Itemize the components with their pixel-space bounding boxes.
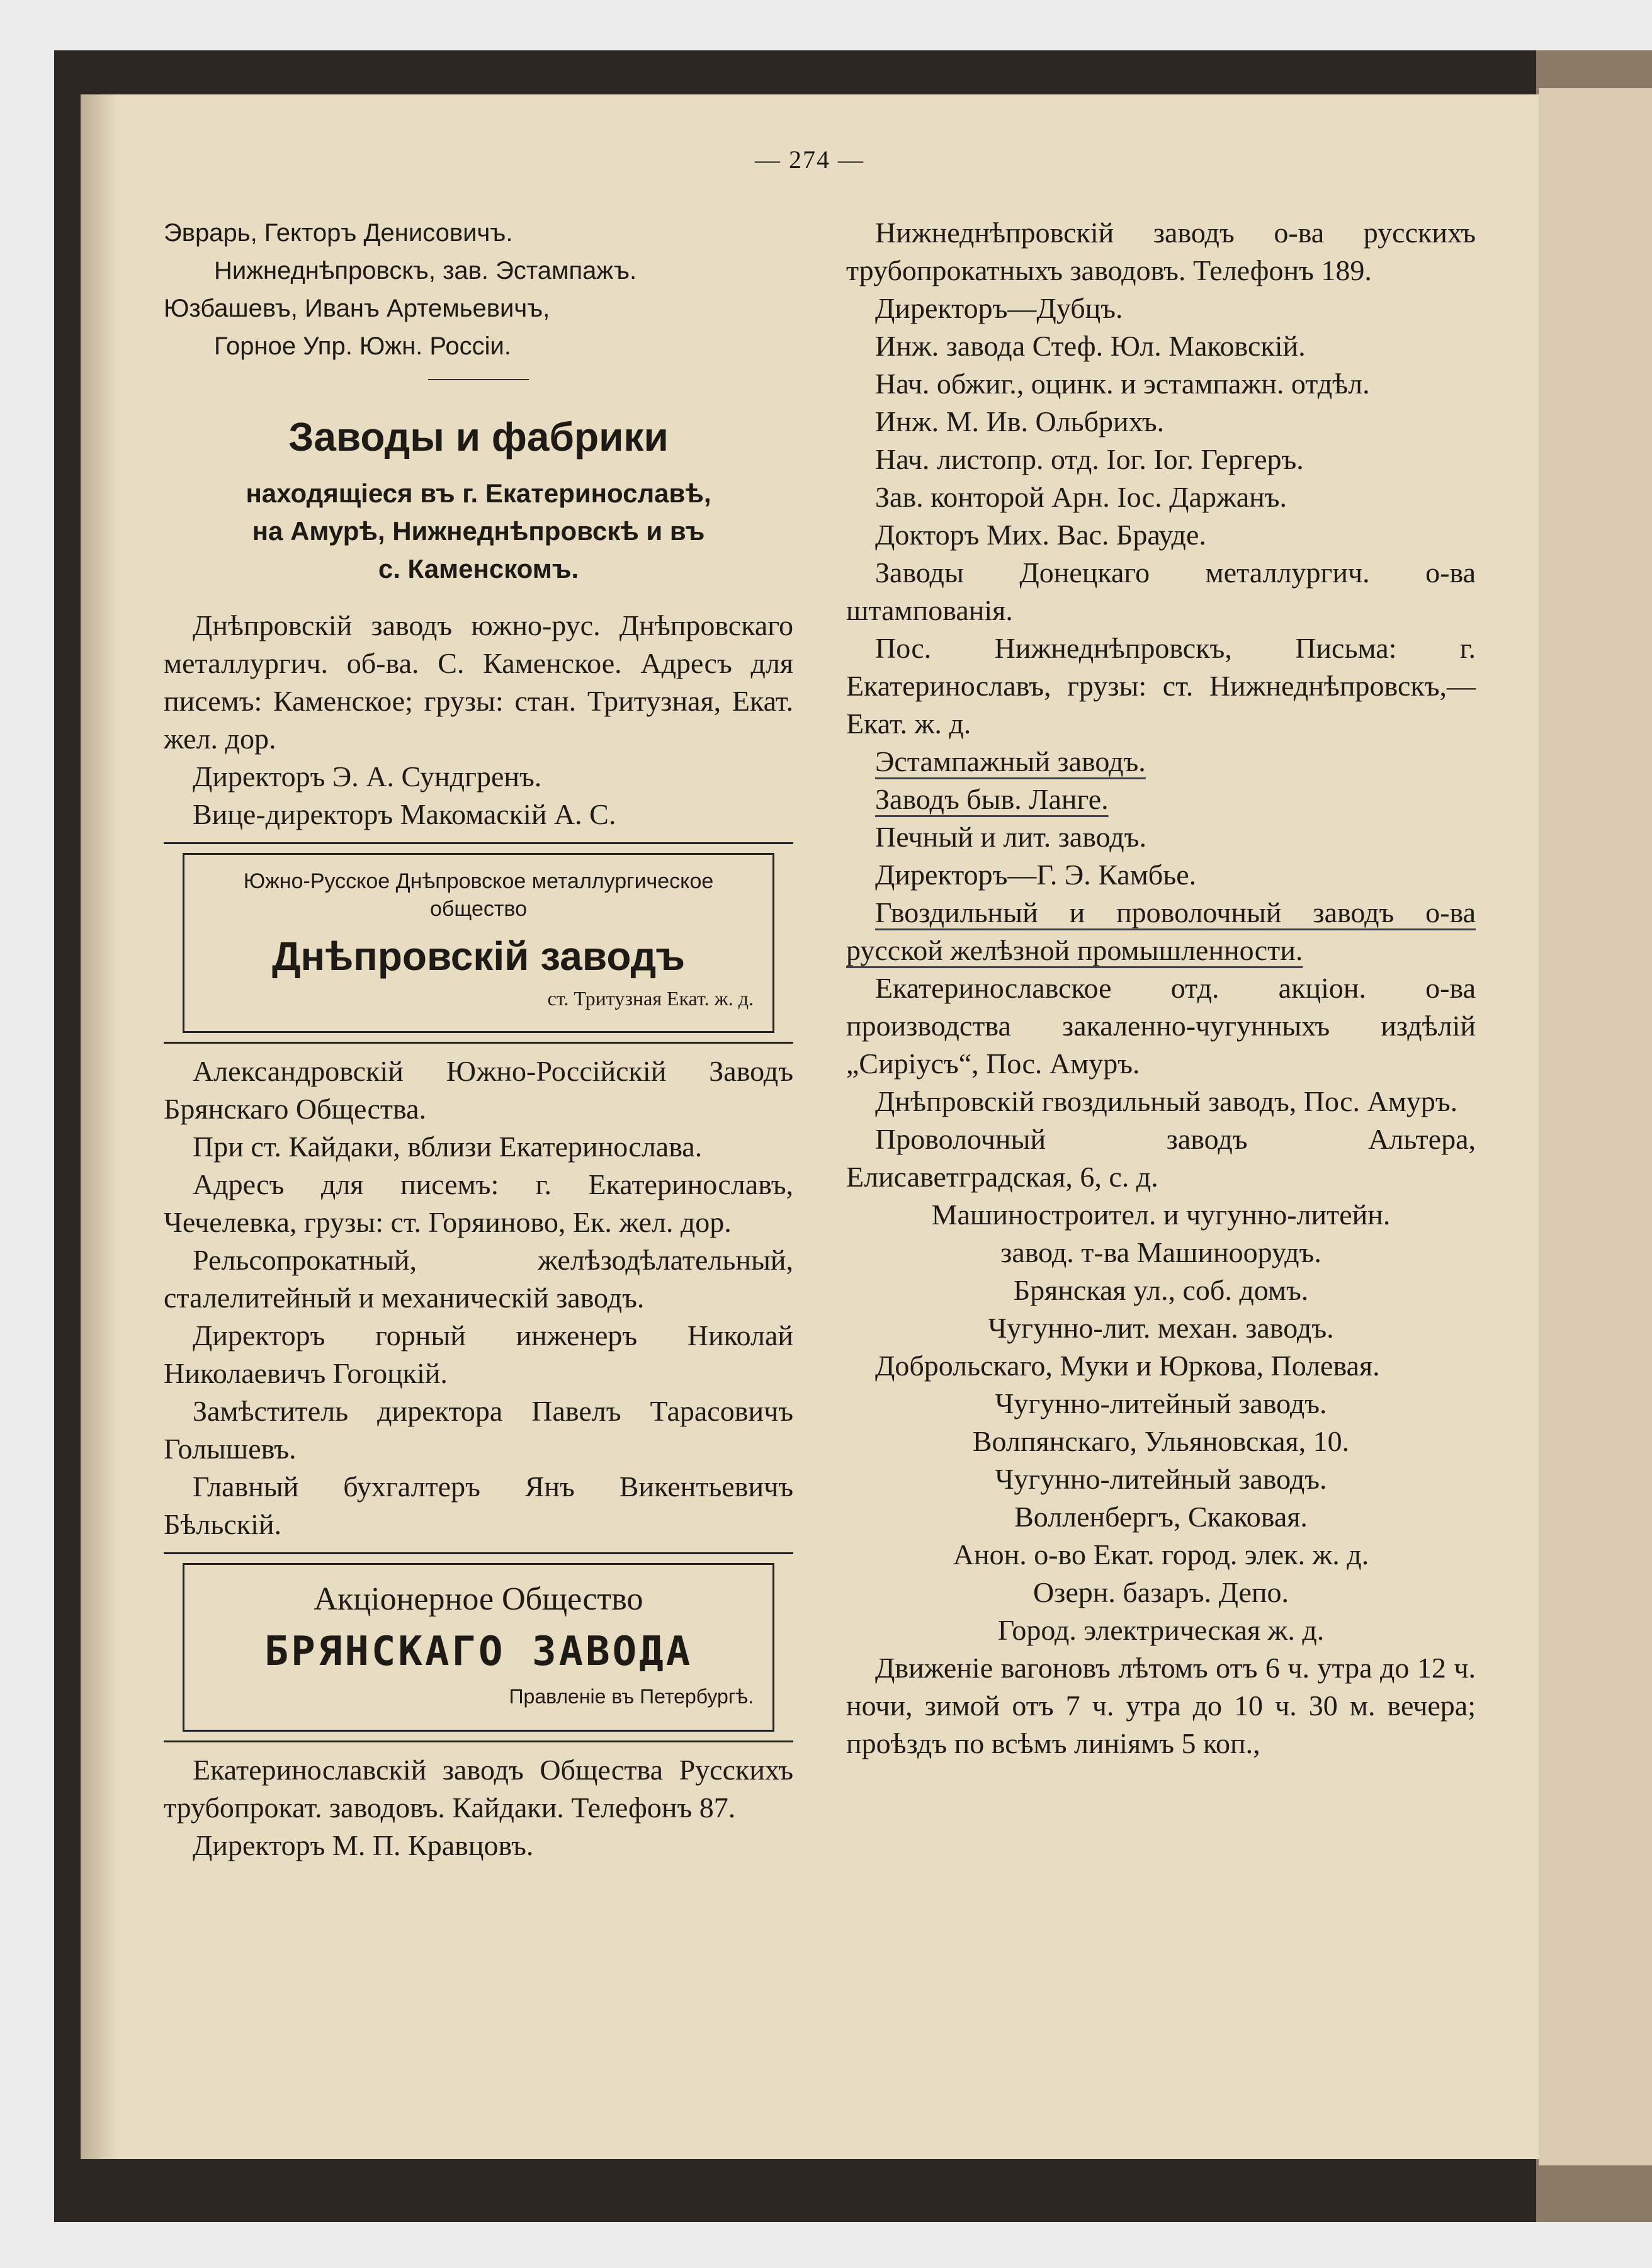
paragraph [846, 781, 1476, 818]
short-divider [428, 379, 529, 380]
underlined-text: Заводъ быв. Ланге. [875, 783, 1109, 815]
paragraph: Адресъ для писемъ: г. Екатеринославъ, Чечелевка, грузы: ст. Горяиново, Ек. жел. дор. [164, 1168, 793, 1238]
paragraph: Александровскій Южно-Россійскій Заводъ Брянскаго Общества. [164, 1055, 793, 1125]
next-page-strip [1539, 88, 1652, 2165]
ad-company-type: Акціонерное Общество [314, 1581, 643, 1617]
divider [164, 1042, 793, 1044]
centered-line: Волленбергъ, Скаковая. [1014, 1501, 1308, 1533]
centered-line: Анон. о-во Екат. город. элек. ж. д. [953, 1538, 1369, 1571]
paragraph: Движеніе вагоновъ лѣтомъ отъ 6 ч. утра до 12 ч. ночи, зимой отъ 7 ч. утра до 10 ч. 30 м. вечера; проѣздъ по всѣмъ линіямъ 5 коп., [846, 1652, 1476, 1759]
paragraph: Инж. М. Ив. Ольбрихъ. [875, 405, 1165, 437]
paragraph: Пос. Нижнеднѣпровскъ, Письма: г. Екатеринославъ, грузы: ст. Нижнеднѣпровскъ,—Екат. ж. д. [846, 632, 1476, 740]
paragraph: Директоръ М. П. Кравцовъ. [193, 1829, 534, 1861]
paragraph: Директоръ—Г. Э. Камбье. [875, 859, 1197, 891]
ad-headline: БРЯНСКАГО ЗАВОДА [264, 1628, 693, 1675]
entry-line: Юзбашевъ, Иванъ Артемьевичъ, [164, 295, 550, 322]
paragraph: Екатеринославскій заводъ Общества Русскихъ трубопрокат. заводовъ. Кайдаки. Телефонъ 87. [164, 1754, 793, 1824]
section-subtitle-line: на Амурѣ, Нижнеднѣпровскѣ и въ [252, 516, 705, 546]
entry-line: Эврарь, Гекторъ Денисовичъ. [164, 219, 513, 247]
centered-line: завод. т-ва Машиноорудъ. [1000, 1236, 1321, 1268]
section-subtitle [164, 475, 793, 588]
paragraph: Заводы Донецкаго металлургич. о-ва штампованія. [846, 556, 1476, 626]
advertisement-bryansk [183, 1563, 774, 1732]
ad-address: ст. Тритузная Екат. ж. д. [547, 987, 754, 1010]
centered-line: Чугунно-лит. механ. заводъ. [988, 1312, 1334, 1344]
paragraph [846, 743, 1476, 781]
underlined-text: Гвоздильный и проволочный заводъ о-ва русской желѣзной промышленности. [846, 896, 1476, 966]
paragraph: Директоръ горный инженеръ Николай Николаевичъ Гогоцкій. [164, 1319, 793, 1389]
left-column [164, 214, 793, 1865]
divider [164, 1552, 793, 1554]
divider [164, 842, 793, 844]
paragraph: Проволочный заводъ Альтера, Елисаветградская, 6, с. д. [846, 1123, 1476, 1193]
right-column [846, 214, 1476, 1763]
paragraph: Главный бухгалтеръ Янъ Викентьевичъ Бѣльскій. [164, 1470, 793, 1540]
page-gutter-shadow [81, 94, 118, 2159]
paragraph: Замѣститель директора Павелъ Тарасовичъ Голышевъ. [164, 1395, 793, 1465]
section-subtitle-line: находящіеся въ г. Екатеринославѣ, [246, 478, 711, 508]
underlined-text: Эстампажный заводъ. [875, 745, 1146, 777]
section-title: Заводы и фабрики [288, 414, 669, 460]
paragraph [846, 894, 1476, 969]
paragraph: Доброльскаго, Муки и Юркова, Полевая. [875, 1350, 1380, 1382]
centered-line: Чугунно-литейный заводъ. [995, 1463, 1327, 1495]
centered-line: Брянская ул., соб. домъ. [1013, 1274, 1309, 1306]
paragraph: Екатеринославское отд. акціон. о-ва производства закаленно-чугунныхъ издѣлій „Сиріусъ“, Пос. Амуръ. [846, 972, 1476, 1080]
centered-line: Машиностроител. и чугунно-литейн. [931, 1199, 1391, 1231]
paragraph: Докторъ Мих. Вас. Брауде. [875, 519, 1206, 551]
paragraph: Нижнеднѣпровскій заводъ о-ва русскихъ трубопрокатныхъ заводовъ. Телефонъ 189. [846, 217, 1476, 286]
entry-line: Горное Упр. Южн. Россіи. [214, 332, 511, 360]
paragraph: Днѣпровскій заводъ южно-рус. Днѣпровскаго металлургич. об-ва. С. Каменское. Адресъ для писемъ: Каменское; грузы: стан. Тритузная, Екат. жел. дор. [164, 609, 793, 755]
paragraph: Директоръ Э. А. Сундгренъ. [193, 760, 542, 793]
page-number: — 274 — [755, 145, 864, 174]
entry-line: Нижнеднѣпровскъ, зав. Эстампажъ. [214, 257, 637, 285]
paragraph: Инж. завода Стеф. Юл. Маковскій. [875, 330, 1306, 362]
advertisement-dnepr [183, 853, 774, 1033]
section-subtitle-line: с. Каменскомъ. [378, 554, 579, 584]
ad-board-location: Правленіе въ Петербургѣ. [509, 1685, 754, 1708]
centered-line: Волпянскаго, Ульяновская, 10. [972, 1425, 1350, 1457]
ad-headline: Днѣпровскій заводъ [271, 934, 686, 979]
paragraph: Печный и лит. заводъ. [875, 821, 1146, 853]
paragraph: Рельсопрокатный, желѣзодѣлательный, сталелитейный и механическій заводъ. [164, 1244, 793, 1314]
ad-company-name: Южно-Русское Днѣпровское металлургическое общество [243, 869, 714, 921]
paragraph: Нач. обжиг., оцинк. и эстампажн. отдѣл. [875, 368, 1370, 400]
paragraph: Днѣпровскій гвоздильный заводъ, Пос. Амуръ. [875, 1085, 1458, 1117]
book-page [81, 94, 1539, 2159]
divider [164, 1740, 793, 1742]
paragraph: Зав. конторой Арн. Іос. Даржанъ. [875, 481, 1287, 513]
centered-line: Чугунно-литейный заводъ. [995, 1387, 1327, 1419]
paragraph: Директоръ—Дубцъ. [875, 292, 1123, 324]
centered-line: Город. электрическая ж. д. [997, 1614, 1325, 1646]
paragraph: Нач. листопр. отд. Іог. Іог. Гергеръ. [875, 443, 1304, 475]
paragraph: Вице-директоръ Макомаскій А. С. [193, 798, 616, 830]
centered-line: Озерн. базаръ. Депо. [1032, 1576, 1289, 1608]
paragraph: При ст. Кайдаки, вблизи Екатеринослава. [193, 1131, 703, 1163]
